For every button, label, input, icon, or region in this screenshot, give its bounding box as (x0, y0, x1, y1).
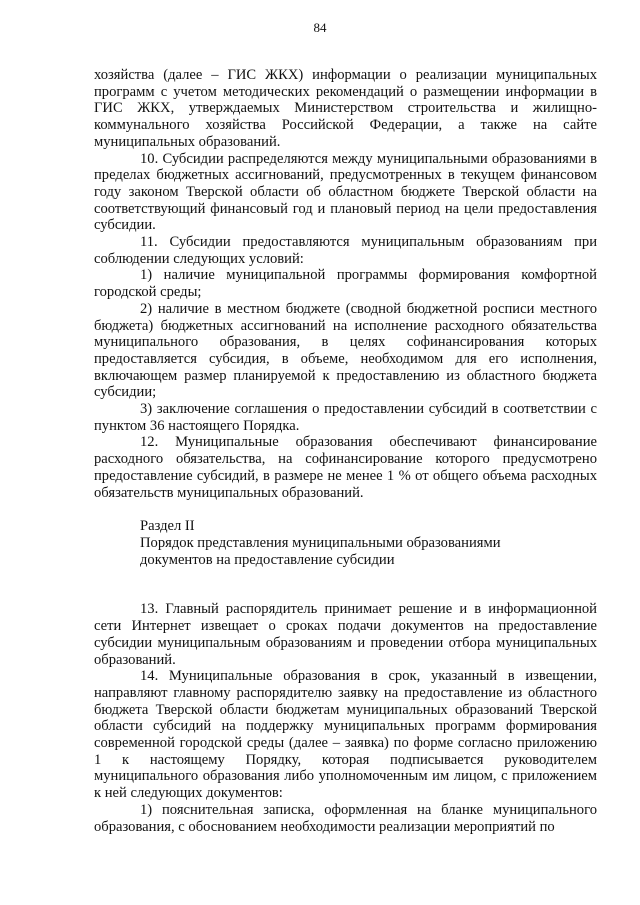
paragraph: 11. Субсидии предоставляются муниципальным образованиям при соблюдении следующих условий: (94, 234, 597, 267)
paragraph: 13. Главный распорядитель принимает решение и в информационной сети Интернет извещает о сроках подачи документов на предоставление субсидии муниципальным образованиям и проведении отбора муниципальных образований. (94, 601, 597, 668)
paragraph: 12. Муниципальные образования обеспечивают финансирование расходного обязательства, на софинансирование которого предусмотрено предоставление субсидий, в размере не менее 1 % от общего объема расходных обязательств муниципальных образований. (94, 434, 597, 501)
page-number: 84 (313, 20, 327, 35)
paragraph: 1) наличие муниципальной программы формирования комфортной городской среды; (94, 267, 597, 301)
paragraph: хозяйства (далее – ГИС ЖКХ) информации о реализации муниципальных программ с учетом методических рекомендаций о размещении информации в ГИС ЖКХ, утверждаемых Министерством строительства и жилищно-коммунального хозяйства Российской Федерации, а также на сайте муниципальных образований. (94, 67, 597, 150)
document-body (94, 67, 597, 835)
section-title-line1: Порядок представления муниципальными образованиями (140, 534, 501, 551)
section-title-line2: документов на предоставление субсидии (140, 551, 395, 568)
paragraph: 10. Субсидии распределяются между муниципальными образованиями в пределах бюджетных ассигнований, предусмотренных в текущем финансовом году законом Тверской области об областном бюджете Тверской области на соответствующий финансовый год и плановый период на цели предоставления субсидии. (94, 150, 597, 234)
paragraph: 3) заключение соглашения о предоставлении субсидий в соответствии с пунктом 36 настоящего Порядка. (94, 401, 597, 434)
paragraph: 14. Муниципальные образования в срок, указанный в извещении, направляют главному распорядителю заявку на предоставление из областного бюджета Тверской области бюджетам муниципальных образований Тверской области субсидий на поддержку муниципальных программ формирования современной городской среды (далее – заявка) по форме согласно приложению 1 к настоящему Порядку, которая подписывается руководителем муниципального образования либо уполномоченным им лицом, с приложением к ней следующих документов: (94, 668, 597, 802)
paragraph: 1) пояснительная записка, оформленная на бланке муниципального образования, с обоснованием необходимости реализации мероприятий по (94, 801, 597, 835)
section-label: Раздел II (140, 518, 195, 535)
paragraph: 2) наличие в местном бюджете (сводной бюджетной росписи местного бюджета) бюджетных ассигнований на исполнение расходного обязательства муниципального образования, в целях софинансирования которых предоставляется субсидия, в объеме, необходимом для его исполнения, включающем размер планируемой к предоставлению из областного бюджета субсидии; (94, 300, 597, 401)
